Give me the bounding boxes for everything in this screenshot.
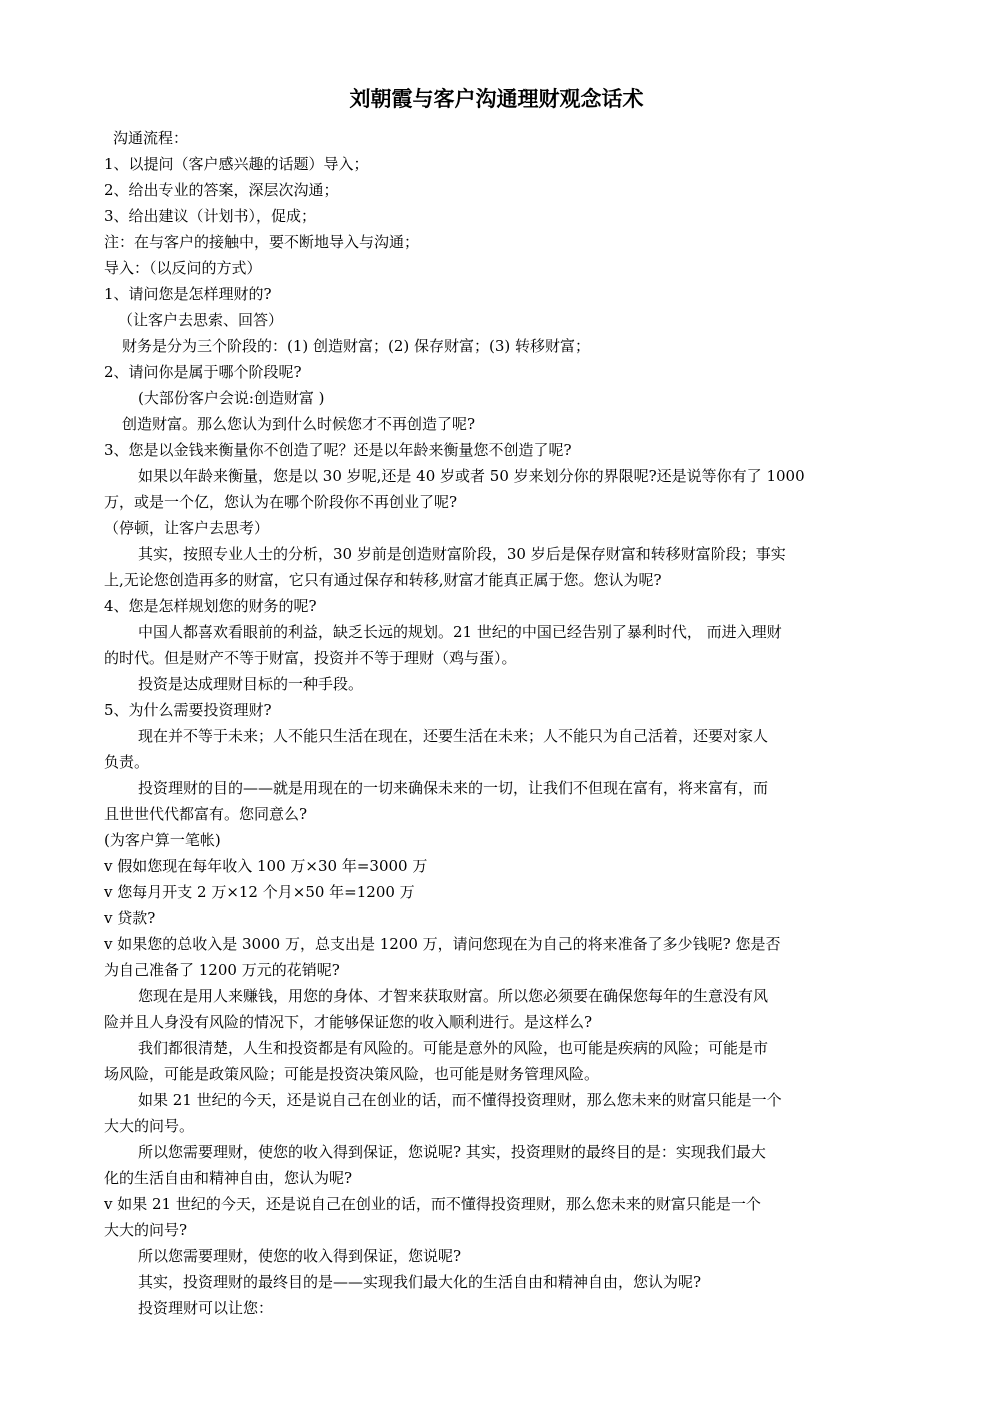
text-line: 所以您需要理财，使您的收入得到保证，您说呢? [138, 1247, 462, 1265]
text-line: 1、请问您是怎样理财的? [104, 285, 272, 303]
text-line: 投资是达成理财目标的一种手段。 [138, 675, 364, 693]
text-line: 其实，按照专业人士的分析，30 岁前是创造财富阶段，30 岁后是保存财富和转移财富阶段；事实 [138, 545, 786, 563]
text-line: 其实，投资理财的最终目的是——实现我们最大化的生活自由和精神自由，您认为呢? [138, 1273, 702, 1291]
text-line: v 假如您现在每年收入 100 万×30 年=3000 万 [104, 857, 428, 875]
text-line: v 如果您的总收入是 3000 万，总支出是 1200 万，请问您现在为自己的将来准备了多少钱呢? 您是否 [104, 935, 781, 953]
text-line: 注：在与客户的接触中，要不断地导入与沟通； [104, 233, 420, 251]
text-line: v 贷款? [104, 909, 156, 927]
text-line: 投资理财可以让您： [138, 1299, 274, 1317]
text-line: 如果以年龄来衡量，您是以 30 岁呢,还是 40 岁或者 50 岁来划分你的界限呢?还是说等你有了 1000 [138, 467, 805, 485]
text-line: 2、给出专业的答案，深层次沟通； [104, 181, 339, 199]
text-line: 1、以提问（客户感兴趣的话题）导入； [104, 155, 369, 173]
text-line: 4、您是怎样规划您的财务的呢? [104, 597, 317, 615]
text-line: v 您每月开支 2 万×12 个月×50 年=1200 万 [104, 883, 415, 901]
text-line: 2、请问你是属于哪个阶段呢? [104, 363, 302, 381]
text-line: 创造财富。那么您认为到什么时候您才不再创造了呢? [122, 415, 476, 433]
text-line: 上,无论您创造再多的财富，它只有通过保存和转移,财富才能真正属于您。您认为呢? [104, 571, 662, 589]
text-line: 如果 21 世纪的今天，还是说自己在创业的话，而不懂得投资理财，那么您未来的财富只能是一个 [138, 1091, 782, 1109]
text-line: 投资理财的目的——就是用现在的一切来确保未来的一切，让我们不但现在富有，将来富有，而 [138, 779, 769, 797]
text-line: (为客户算一笔帐) [104, 831, 221, 849]
text-line: 的时代。但是财产不等于财富，投资并不等于理财（鸡与蛋）。 [104, 649, 517, 667]
text-line: 为自己准备了 1200 万元的花销呢? [104, 961, 340, 979]
text-line: (大部份客户会说:创造财富 ) [138, 389, 325, 407]
text-line: 化的生活自由和精神自由，您认为呢? [104, 1169, 353, 1187]
text-line: 中国人都喜欢看眼前的利益，缺乏长远的规划。21 世纪的中国已经告别了暴利时代， 而进入理财 [138, 623, 782, 641]
text-line: 5、为什么需要投资理财? [104, 701, 272, 719]
text-line: 您现在是用人来赚钱，用您的身体、才智来获取财富。所以您必须要在确保您每年的生意没有风 [138, 987, 769, 1005]
document-title: 刘朝霞与客户沟通理财观念话术 [349, 86, 644, 111]
text-line: 所以您需要理财，使您的收入得到保证，您说呢? 其实，投资理财的最终目的是：实现我们最大 [138, 1143, 766, 1161]
text-line: 大大的问号? [104, 1221, 188, 1239]
text-line: 负责。 [104, 753, 150, 771]
text-line: 险并且人身没有风险的情况下，才能够保证您的收入顺利进行。是这样么? [104, 1013, 593, 1031]
text-line: 万，或是一个亿，您认为在哪个阶段你不再创业了呢? [104, 493, 458, 511]
text-line: 且世世代代都富有。您同意么? [104, 805, 308, 823]
text-line: 沟通流程： [113, 129, 189, 147]
text-line: 我们都很清楚，人生和投资都是有风险的。可能是意外的风险，也可能是疾病的风险；可能是市 [138, 1039, 769, 1057]
text-line: 大大的问号。 [104, 1117, 195, 1135]
text-line: 财务是分为三个阶段的：(1) 创造财富；(2) 保存财富；(3) 转移财富； [122, 337, 591, 355]
text-line: 场风险，可能是政策风险；可能是投资决策风险，也可能是财务管理风险。 [104, 1065, 600, 1083]
text-line: （停顿，让客户去思考） [104, 519, 270, 537]
text-line: 导入：（以反问的方式） [104, 259, 262, 277]
text-line: v 如果 21 世纪的今天，还是说自己在创业的话，而不懂得投资理财，那么您未来的财富只能是一个 [104, 1195, 761, 1213]
text-line: 3、您是以金钱来衡量你不创造了呢？还是以年龄来衡量您不创造了呢? [104, 441, 572, 459]
text-line: 3、给出建议（计划书），促成； [104, 207, 317, 225]
text-line: 现在并不等于未来；人不能只生活在现在，还要生活在未来；人不能只为自己活着，还要对家人 [138, 727, 769, 745]
text-line: （让客户去思索、回答） [118, 311, 284, 329]
